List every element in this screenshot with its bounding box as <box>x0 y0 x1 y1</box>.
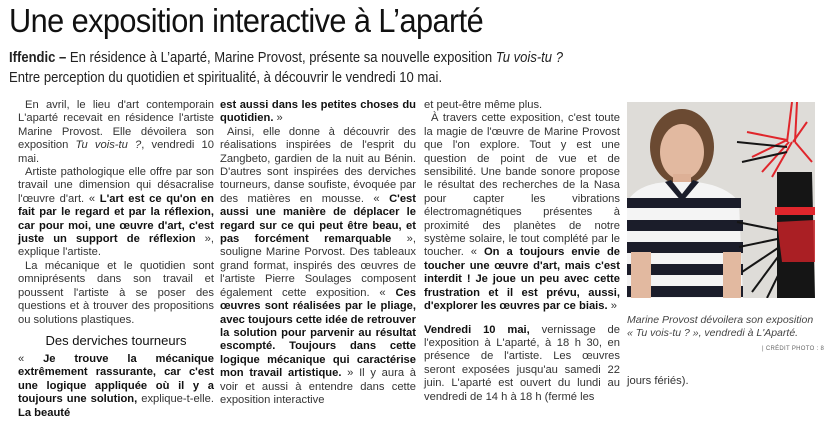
quote: L'art est ce qu'on en fait par le regard et par la réflexion, car pour moi, une œuvre d'art, c'est juste un support de réflexion <box>18 192 214 246</box>
quote: Je trouve la mécanique extrêmement rassurante, car c'est une logique appliquée où il y a toujours une solution, <box>18 352 214 406</box>
text: vernissage de l'exposition à L'aparté, à 18 h 30, en présence de l'artiste. Les œuvres seront exposées jusqu'au samedi 22 juin. L'aparté est ouvert du lundi au vendredi de 14 h à 18 h (fermé les <box>424 323 620 403</box>
paragraph: et peut-être même plus. <box>424 99 543 111</box>
text: » Il y aura à voir et aussi à entendre dans cette exposition interactive <box>220 367 416 406</box>
paragraph <box>220 126 416 408</box>
paragraph <box>18 166 214 260</box>
text: », souligne Marine Porvost. Des tableaux grand format, inspirés des œuvres de l'artiste Pierre Soulages composent également cette exposition. « <box>220 233 416 299</box>
exhibition-title: Tu vois-tu ? <box>495 50 563 66</box>
paragraph <box>18 353 214 420</box>
text: », explique l'artiste. <box>18 233 214 259</box>
text: explique-t-elle. <box>137 393 214 406</box>
paragraph: La mécanique et le quotidien sont omniprésents dans son travail et poussent l'artiste à se poser des questions et à trouver des propositions ou solutions plastiques. <box>18 259 214 326</box>
paragraph <box>424 112 620 313</box>
text: En avril, le lieu d'art contemporain L'aparté recevait en résidence l'artiste Marine Provost. Elle dévoilera son exposition <box>18 99 214 152</box>
paragraph <box>220 99 416 126</box>
article-photo <box>627 102 815 298</box>
article-column-1 <box>18 99 214 420</box>
text: » <box>273 112 283 125</box>
text: Artiste pathologique elle offre par son travail une dimension qui désacralise l'œuvre d'art. « <box>18 166 214 205</box>
photo-caption: Marine Provost dévoilera son exposition « Tu vois-tu ? », vendredi à L'Aparté. <box>627 314 814 339</box>
quote: est aussi dans les petites choses du quotidien. <box>220 99 416 125</box>
chapo-line-1 <box>9 48 729 68</box>
quote: Ces œuvres sont réalisées par le pliage, avec toujours cette idée de retrouver la solution pour parvenir au résultat escompté. Toujours dans cette logique mécanique qui caractérise mon travail artistique. <box>220 286 416 380</box>
quote: C'est aussi une manière de déplacer le regard sur ce qui peut être beau, et pas forcément remarquable <box>220 192 416 246</box>
quote: On a toujours envie de toucher une œuvre d'art, mais c'est interdit ! Je joue un peu avec cette frustration et il est prévu, aussi, d'explorer les œuvres par ce biais. <box>424 246 620 313</box>
photo-credit: | CRÉDIT PHOTO : 8 <box>762 346 825 352</box>
dateline-place: Iffendic – <box>9 50 67 66</box>
practical-info <box>424 324 620 404</box>
article-column-2 <box>220 99 416 407</box>
chapo-line-2: Entre perception du quotidien et spiritualité, à découvrir le vendredi 10 mai. <box>9 70 443 86</box>
chapo-text: En résidence à L’aparté, Marine Provost, présente sa nouvelle exposition <box>66 50 496 66</box>
article-headline: Une exposition interactive à L’aparté <box>9 2 484 39</box>
paragraph <box>18 99 214 166</box>
spacer <box>424 314 620 324</box>
article-column-3 <box>424 99 620 404</box>
subheading: Des derviches tourneurs <box>45 332 187 348</box>
exhibition-title: Tu vois-tu ? <box>75 139 142 152</box>
article-chapo <box>9 48 729 88</box>
text: , vendredi 10 mai. <box>18 139 214 165</box>
event-date: Vendredi 10 mai, <box>424 323 530 336</box>
text: « <box>18 352 44 365</box>
text: » <box>607 300 617 313</box>
paragraph-continuation: jours fériés). <box>627 375 689 387</box>
portrait-illustration <box>627 102 815 298</box>
quote: La beauté <box>18 406 71 419</box>
text: Ainsi, elle donne à découvrir des réalisations inspirées de l'esprit du Zangbeto, gardien de la nuit au Bénin. D'autres sont inspirées des derviches tourneurs, danse soufiste, évoquée par des matières en mousse. « <box>220 125 416 205</box>
text: À travers cette exposition, c'est toute la magie de l'œuvre de Marine Provost que l'on explore. Tout y est une question de point de vue et de sensibilité. Une bande sonore propose le résultat des recherches de la Nasa pour capter les vibrations électromagnétiques présentes à proximité des planètes de notre système solaire, le tout complété par le toucher. « <box>424 112 620 259</box>
